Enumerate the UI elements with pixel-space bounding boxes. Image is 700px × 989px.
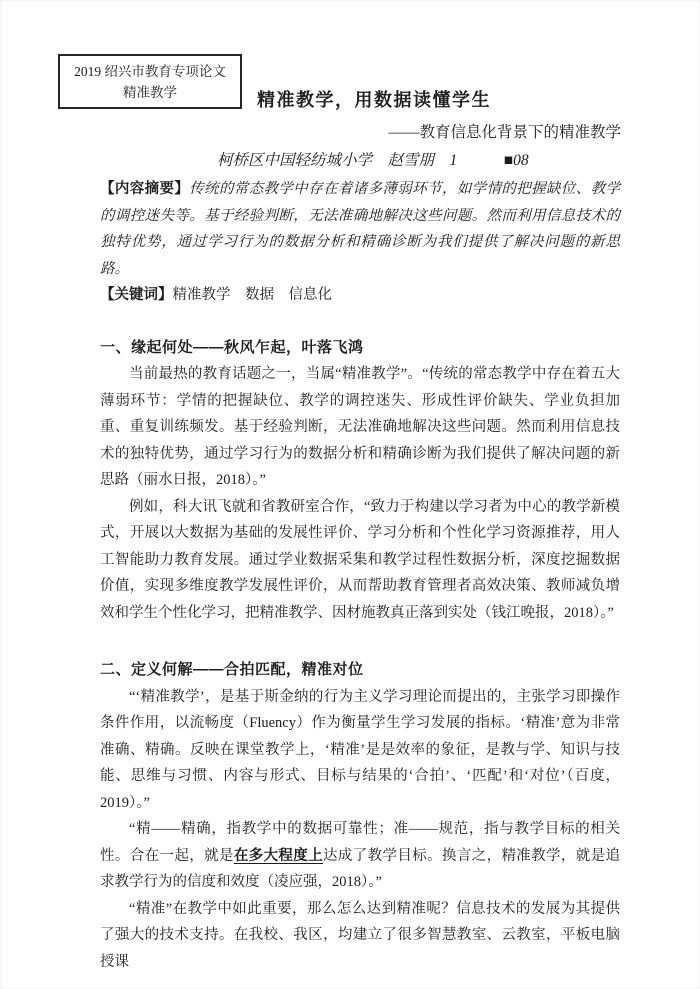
page-title: 精准教学，用数据读懂学生	[257, 90, 491, 110]
subtitle: ——教育信息化背景下的精准教学	[388, 124, 621, 141]
section-2-paragraph-2-end: 达成了教学目标。换言之，精准教学，就是追求教学行为的信度和效度（凌应强，2018）。”	[100, 847, 621, 890]
document-body	[100, 176, 620, 975]
keywords-label: 【关键词】	[100, 287, 173, 303]
byline: 柯桥区中国轻纺城小学 赵雪朋 1 ■08	[217, 152, 529, 169]
keywords-line	[100, 282, 620, 309]
section-1-heading: 一、缘起何处——秋风乍起，叶落飞鸿	[100, 338, 364, 356]
abstract-text: 传统的常态教学中存在着诸多薄弱环节，如学情的把握缺位、教学的调控迷失等。基于经验判断，无法准确地解决这些问题。然而利用信息技术的独特优势，通过学习行为的数据分析和精确诊断为我们提供了解决问题的新思路。	[100, 181, 621, 277]
section-1-paragraph-1: 当前最热的教育话题之一，当属“精准教学”。“传统的常态教学中存在着五大薄弱环节：学情的把握缺位、教学的调控迷失、形成性评价缺失、学业负担加重、重复训练频发。基于经验判断，无法准确地解决这些问题。然而利用信息技术的独特优势，通过学习行为的数据分析和精确诊断为我们提供了解决问题的新思路（丽水日报，2018）。”	[100, 366, 620, 488]
classification-line2: 精准教学	[123, 85, 177, 100]
keywords-text: 精准教学 数据 信息化	[172, 287, 332, 303]
section-2-paragraph-1: “‘精准教学’，是基于斯金纳的行为主义学习理论而提出的，主张学习即操作条件作用，以流畅度（Fluency）作为衡量学生学习发展的指标。‘精准’意为非常准确、精确。反映在课堂教学上，‘精准’是是效率的象征，是教与学、知识与技能、思维与习惯、内容与形式、目标与结果的‘合拍’、‘匹配’和‘对位’（百度，2019）。”	[100, 688, 620, 811]
section-2-paragraph-2-start: “精——精确，指教学中的数据可靠性；准——规范，指与教学目标的相关性。合在一起，就是	[100, 821, 620, 864]
underlined-emphasis-text: 在多大程度上	[233, 847, 324, 864]
abstract-paragraph	[100, 176, 620, 282]
abstract-label: 【内容摘要】	[100, 181, 190, 197]
section-1-paragraph-2: 例如，科大讯飞就和省教研室合作，“致力于构建以学习者为中心的教学新模式，开展以大数据为基础的发展性评价、学习分析和个性化学习资源推荐，用人工智能助力教育发展。通过学业数据采集和教学过程性数据分析，深度挖掘数据价值，实现多维度教学发展性评价，从而帮助教育管理者高效决策、教师减负增效和学生个性化学习，把精准教学、因材施教真正落到实处（钱江晚报，2018）。”	[100, 498, 620, 621]
section-2-paragraph-3: “精准”在教学中如此重要，那么怎么达到精准呢？信息技术的发展为其提供了强大的技术支持。在我校、我区，均建立了很多智慧教室、云教室，平板电脑授课	[100, 900, 620, 970]
section-2-paragraph-2	[100, 816, 620, 896]
classification-line1: 2019 绍兴市教育专项论文	[74, 64, 226, 79]
classification-box	[58, 54, 242, 109]
section-2-heading: 二、定义何解——合拍匹配，精准对位	[100, 661, 364, 678]
